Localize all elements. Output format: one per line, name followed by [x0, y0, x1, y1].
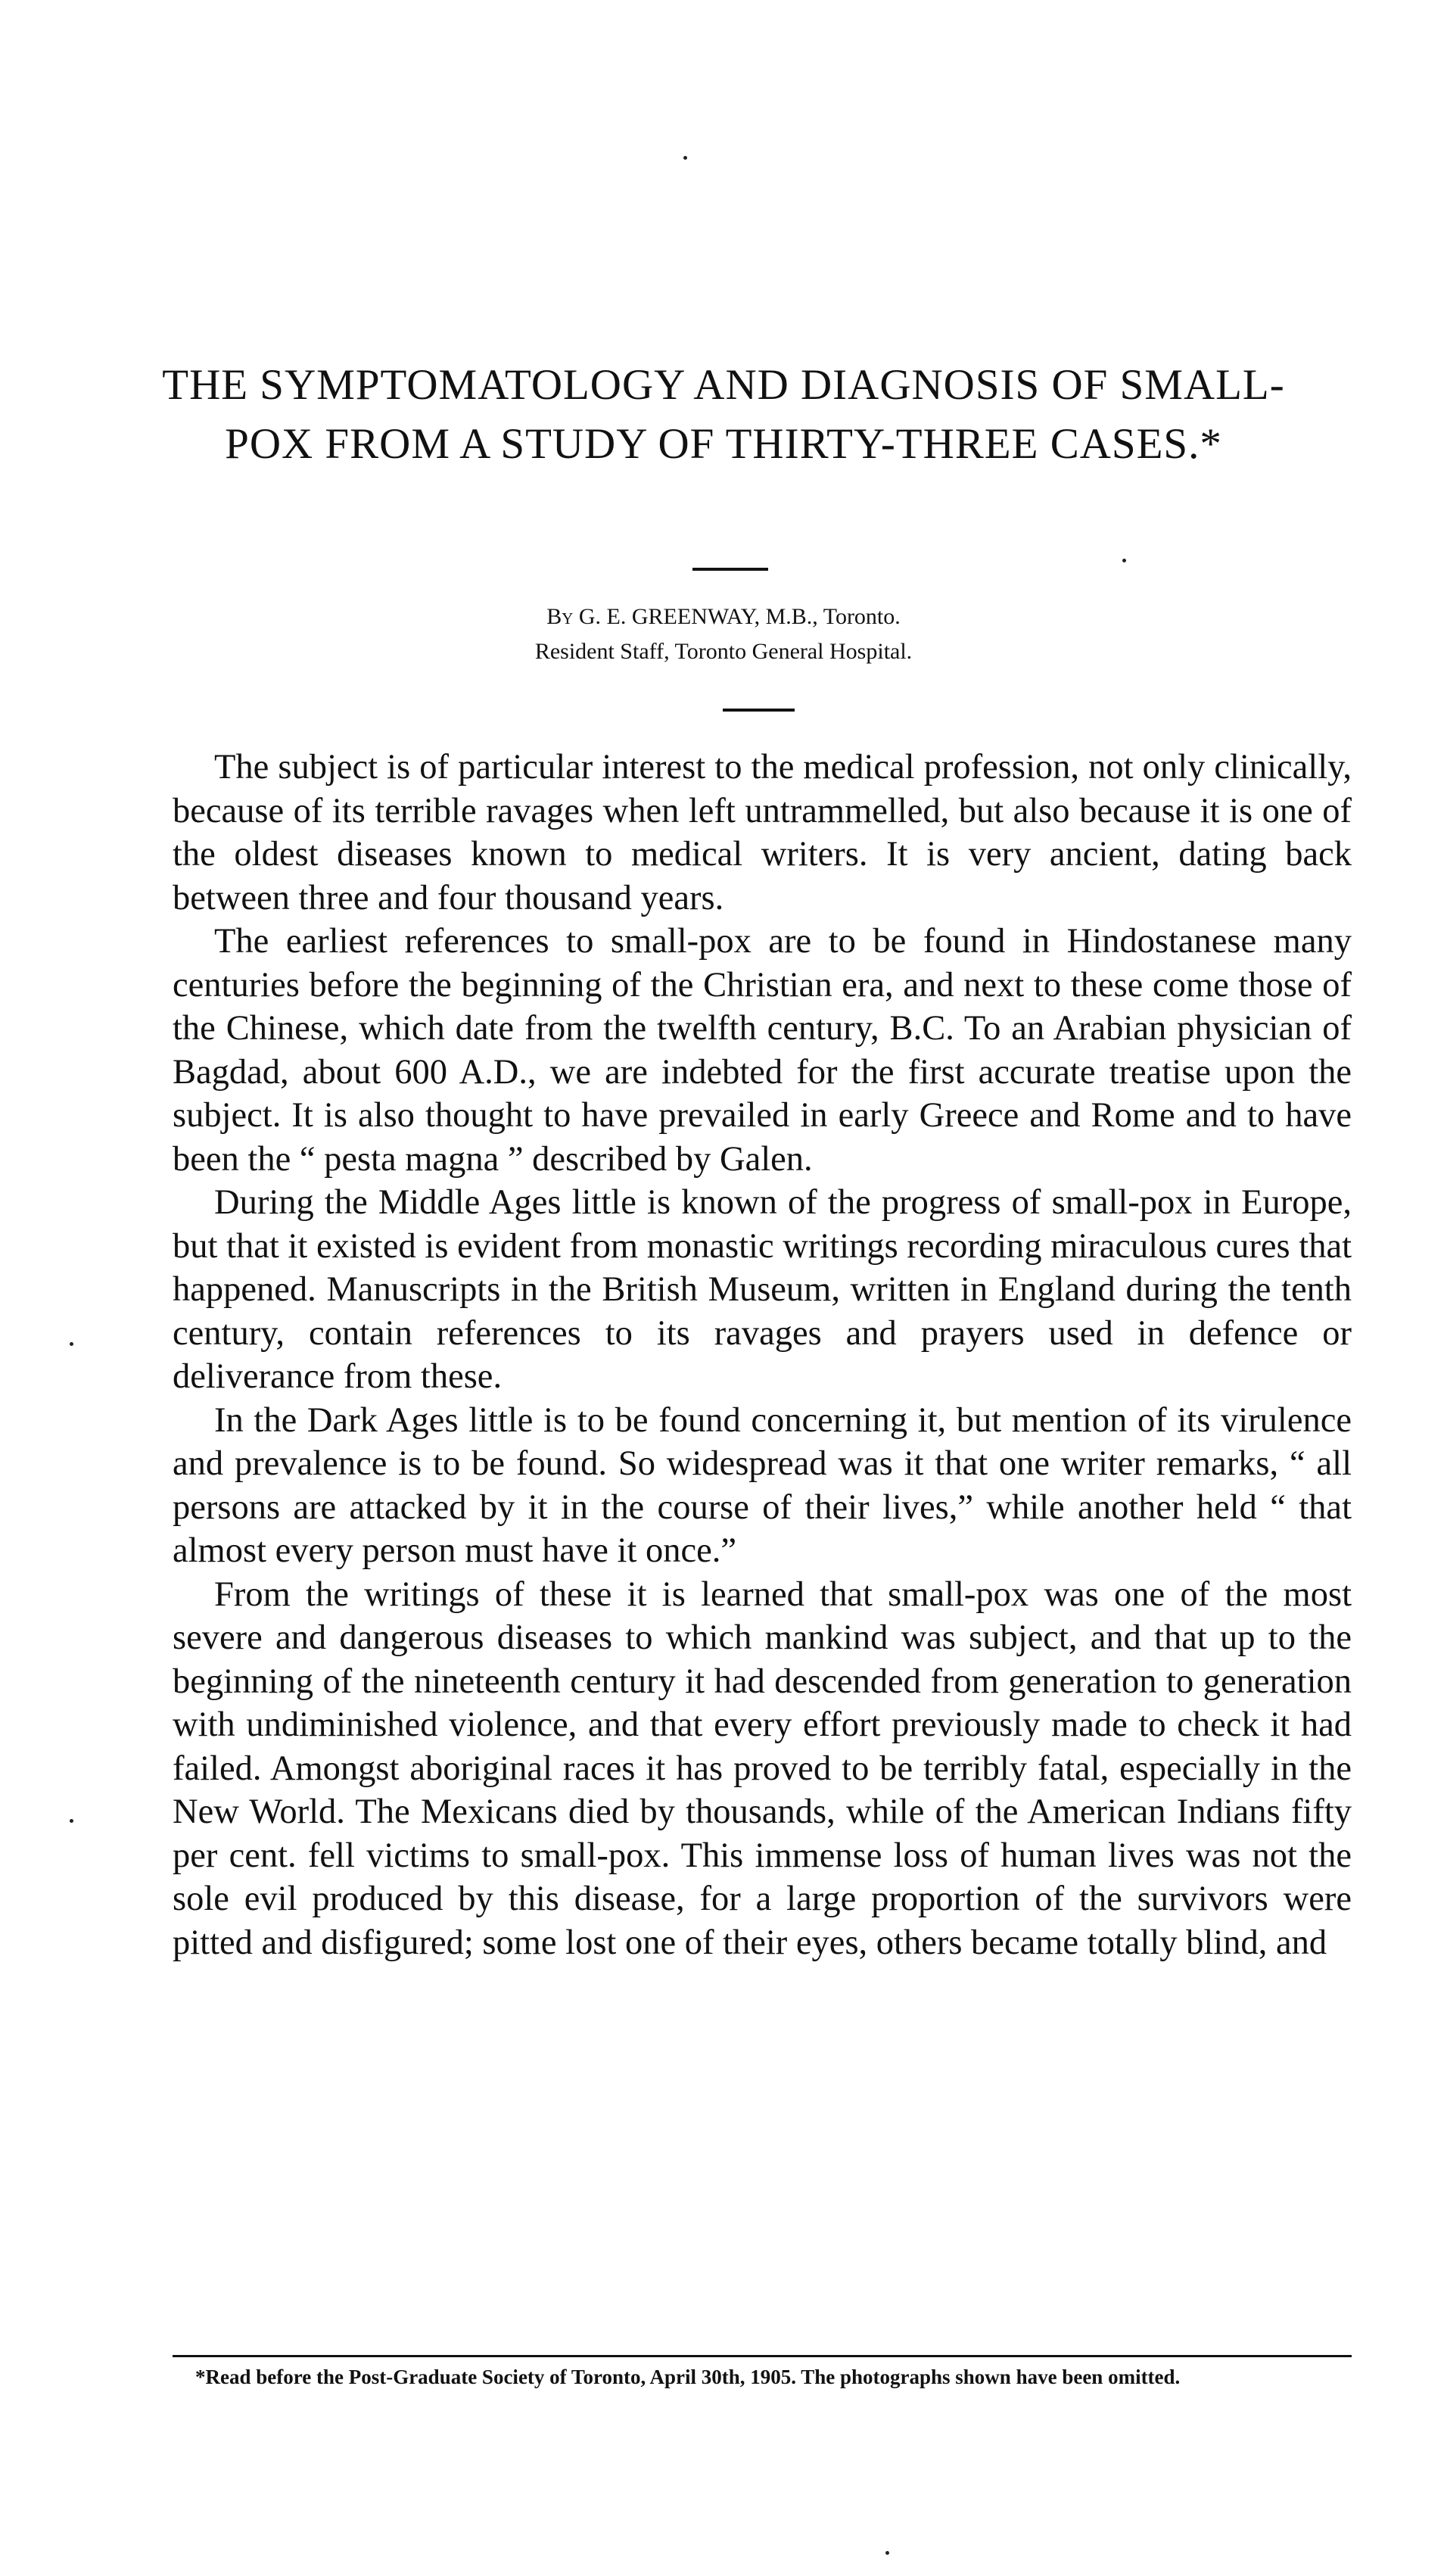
- scan-speck: [885, 2551, 889, 2555]
- paragraph-4: In the Dark Ages little is to be found concerning it, but mention of its virulence and prevalence is to be found. So widespread was it that one writer remarks, “ all persons are attacked by it in the course of their lives,” while another held “ that almost every person must have it once.”: [173, 1400, 1352, 1570]
- byline-by: By: [546, 604, 574, 629]
- scan-speck: [70, 1342, 73, 1346]
- paragraph-3: During the Middle Ages little is known of the progress of small-pox in Europe, but that it existed is evident from monastic writings recording miraculous cures that happened. Manuscripts in the British Museum, written in England during the tenth century, contain references to its ravages and prayers used in defence or deliverance from these.: [173, 1183, 1352, 1396]
- author-affiliation: Resident Staff, Toronto General Hospital.: [534, 639, 913, 664]
- scan-speck: [683, 156, 687, 160]
- footnote-divider: [173, 2355, 1352, 2357]
- byline: [227, 600, 1220, 669]
- footnote: *Read before the Post-Graduate Society of Toronto, April 30th, 1905. The photographs shown have been omitted.: [195, 2366, 1181, 2388]
- byline-divider: [723, 709, 795, 712]
- scan-speck: [1122, 559, 1126, 562]
- title-divider: [692, 568, 768, 571]
- author-line: [227, 600, 1220, 634]
- article-title: THE SYMPTOMATOLOGY AND DIAGNOSIS OF SMALL-POX FROM A STUDY OF THIRTY-THREE CASES.*: [162, 361, 1285, 468]
- author-name: G. E. GREENWAY, M.B., Toronto.: [578, 604, 901, 629]
- paragraph-1: The subject is of particular interest to the medical profession, not only clinically, because of its terrible ravages when left untrammelled, but also because it is one of the oldest diseases known to medical writers. It is very ancient, dating back between three and four thousand years.: [173, 748, 1352, 917]
- scan-speck: [70, 1819, 73, 1823]
- paragraph-5: From the writings of these it is learned that small-pox was one of the most severe and dangerous diseases to which mankind was subject, and that up to the beginning of the nineteenth century it had descended from generation to generation with undiminished violence, and that every effort previously made to check it had failed. Amongst aboriginal races it has proved to be terribly fatal, especially in the New World. The Mexicans died by thousands, while of the American Indians fifty per cent. fell victims to small-pox. This immense loss of human lives was not the sole evil produced by this disease, for a large proportion of the survivors were pitted and disfigured; some lost one of their eyes, others became totally blind, and: [173, 1575, 1352, 1962]
- paragraph-2: The earliest references to small-pox are to be found in Hindostanese many centuries before the beginning of the Christian era, and next to these come those of the Chinese, which date from the twelfth century, B.C. To an Arabian physician of Bagdad, about 600 A.D., we are indebted for the first accurate treatise upon the subject. It is also thought to have prevailed in early Greece and Rome and to have been the “ pesta magna ” described by Galen.: [173, 922, 1352, 1179]
- article-body: [173, 746, 1352, 1964]
